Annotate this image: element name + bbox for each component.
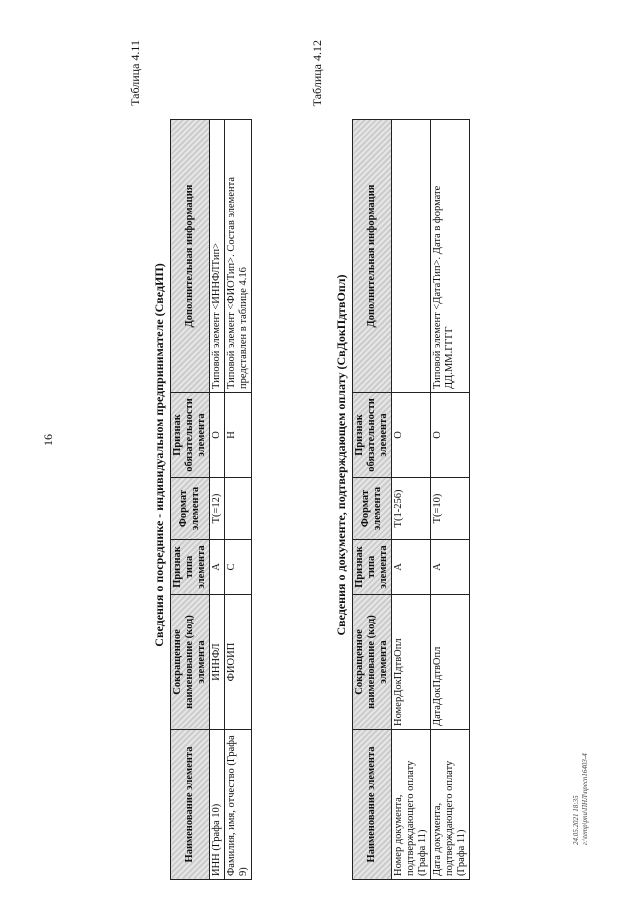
table-row [431, 120, 470, 880]
table-4-12-block [310, 30, 470, 880]
table-title: Сведения о документе, подтверждающем оплату (СвДокПдтвОпл) [334, 274, 348, 636]
column-header: Наименование элемента [171, 730, 210, 880]
table-row [210, 120, 225, 880]
column-header: Наименование элемента [353, 730, 392, 880]
table-label: Таблица 4.12 [310, 40, 324, 107]
table-cell [392, 120, 431, 393]
print-footer [572, 725, 590, 845]
column-header: Признак типа элемента [171, 540, 210, 595]
table-cell [225, 478, 252, 540]
column-header: Формат элемента [353, 478, 392, 540]
table-cell: Типовой элемент <ДатаТип>. Дата в формате ДД.ММ.ГГГГ [431, 120, 470, 393]
table-row [392, 120, 431, 880]
table-cell: Фамилия, имя, отчество (Графа 9) [225, 730, 252, 880]
table-cell: О [210, 393, 225, 478]
table-title: Сведения о посреднике - индивидуальном предпринимателе (СведИП) [152, 263, 166, 647]
column-header: Признак типа элемента [353, 540, 392, 595]
data-table [170, 119, 252, 880]
table-cell: T(=10) [431, 478, 470, 540]
table-cell: ИННФЛ [210, 595, 225, 730]
table-cell: Н [225, 393, 252, 478]
footer-timestamp: 24.05.2021 18:35 [572, 795, 580, 845]
table-cell: О [392, 393, 431, 478]
table-cell: Типовой элемент <ИННФЛТип> [210, 120, 225, 393]
column-header: Дополнительная информация [171, 120, 210, 393]
column-header: Формат элемента [171, 478, 210, 540]
table-cell: НомерДокПдтвОпл [392, 595, 431, 730]
footer-path: г:\temp\pnu\ПНЛ\пресп16403-4 [581, 753, 589, 845]
table-cell: T(1-256) [392, 478, 431, 540]
page-number: 16 [41, 434, 55, 446]
table-cell: А [392, 540, 431, 595]
column-header: Признак обязательности элемента [353, 393, 392, 478]
table-cell: ФИОИП [225, 595, 252, 730]
table-cell: ДатаДокПдтвОпл [431, 595, 470, 730]
table-cell: О [431, 393, 470, 478]
table-cell: А [431, 540, 470, 595]
column-header: Дополнительная информация [353, 120, 392, 393]
table-header-row [353, 120, 392, 880]
column-header: Сокращенное наименование (код) элемента [353, 595, 392, 730]
table-cell: С [225, 540, 252, 595]
column-header: Признак обязательности элемента [171, 393, 210, 478]
data-table [352, 119, 470, 880]
table-row [225, 120, 252, 880]
table-cell: T(=12) [210, 478, 225, 540]
table-cell: Дата документа, подтверждающего оплату (Графа 11) [431, 730, 470, 880]
column-header: Сокращенное наименование (код) элемента [171, 595, 210, 730]
table-cell: ИНН (Графа 10) [210, 730, 225, 880]
table-4-11-block [128, 30, 248, 880]
table-cell: А [210, 540, 225, 595]
table-header-row [171, 120, 210, 880]
table-cell: Номер документа, подтверждающего оплату (Графа 11) [392, 730, 431, 880]
table-label: Таблица 4.11 [128, 40, 142, 106]
table-cell: Типовой элемент <ФИОТип>. Состав элемента представлен в таблице 4.16 [225, 120, 252, 393]
